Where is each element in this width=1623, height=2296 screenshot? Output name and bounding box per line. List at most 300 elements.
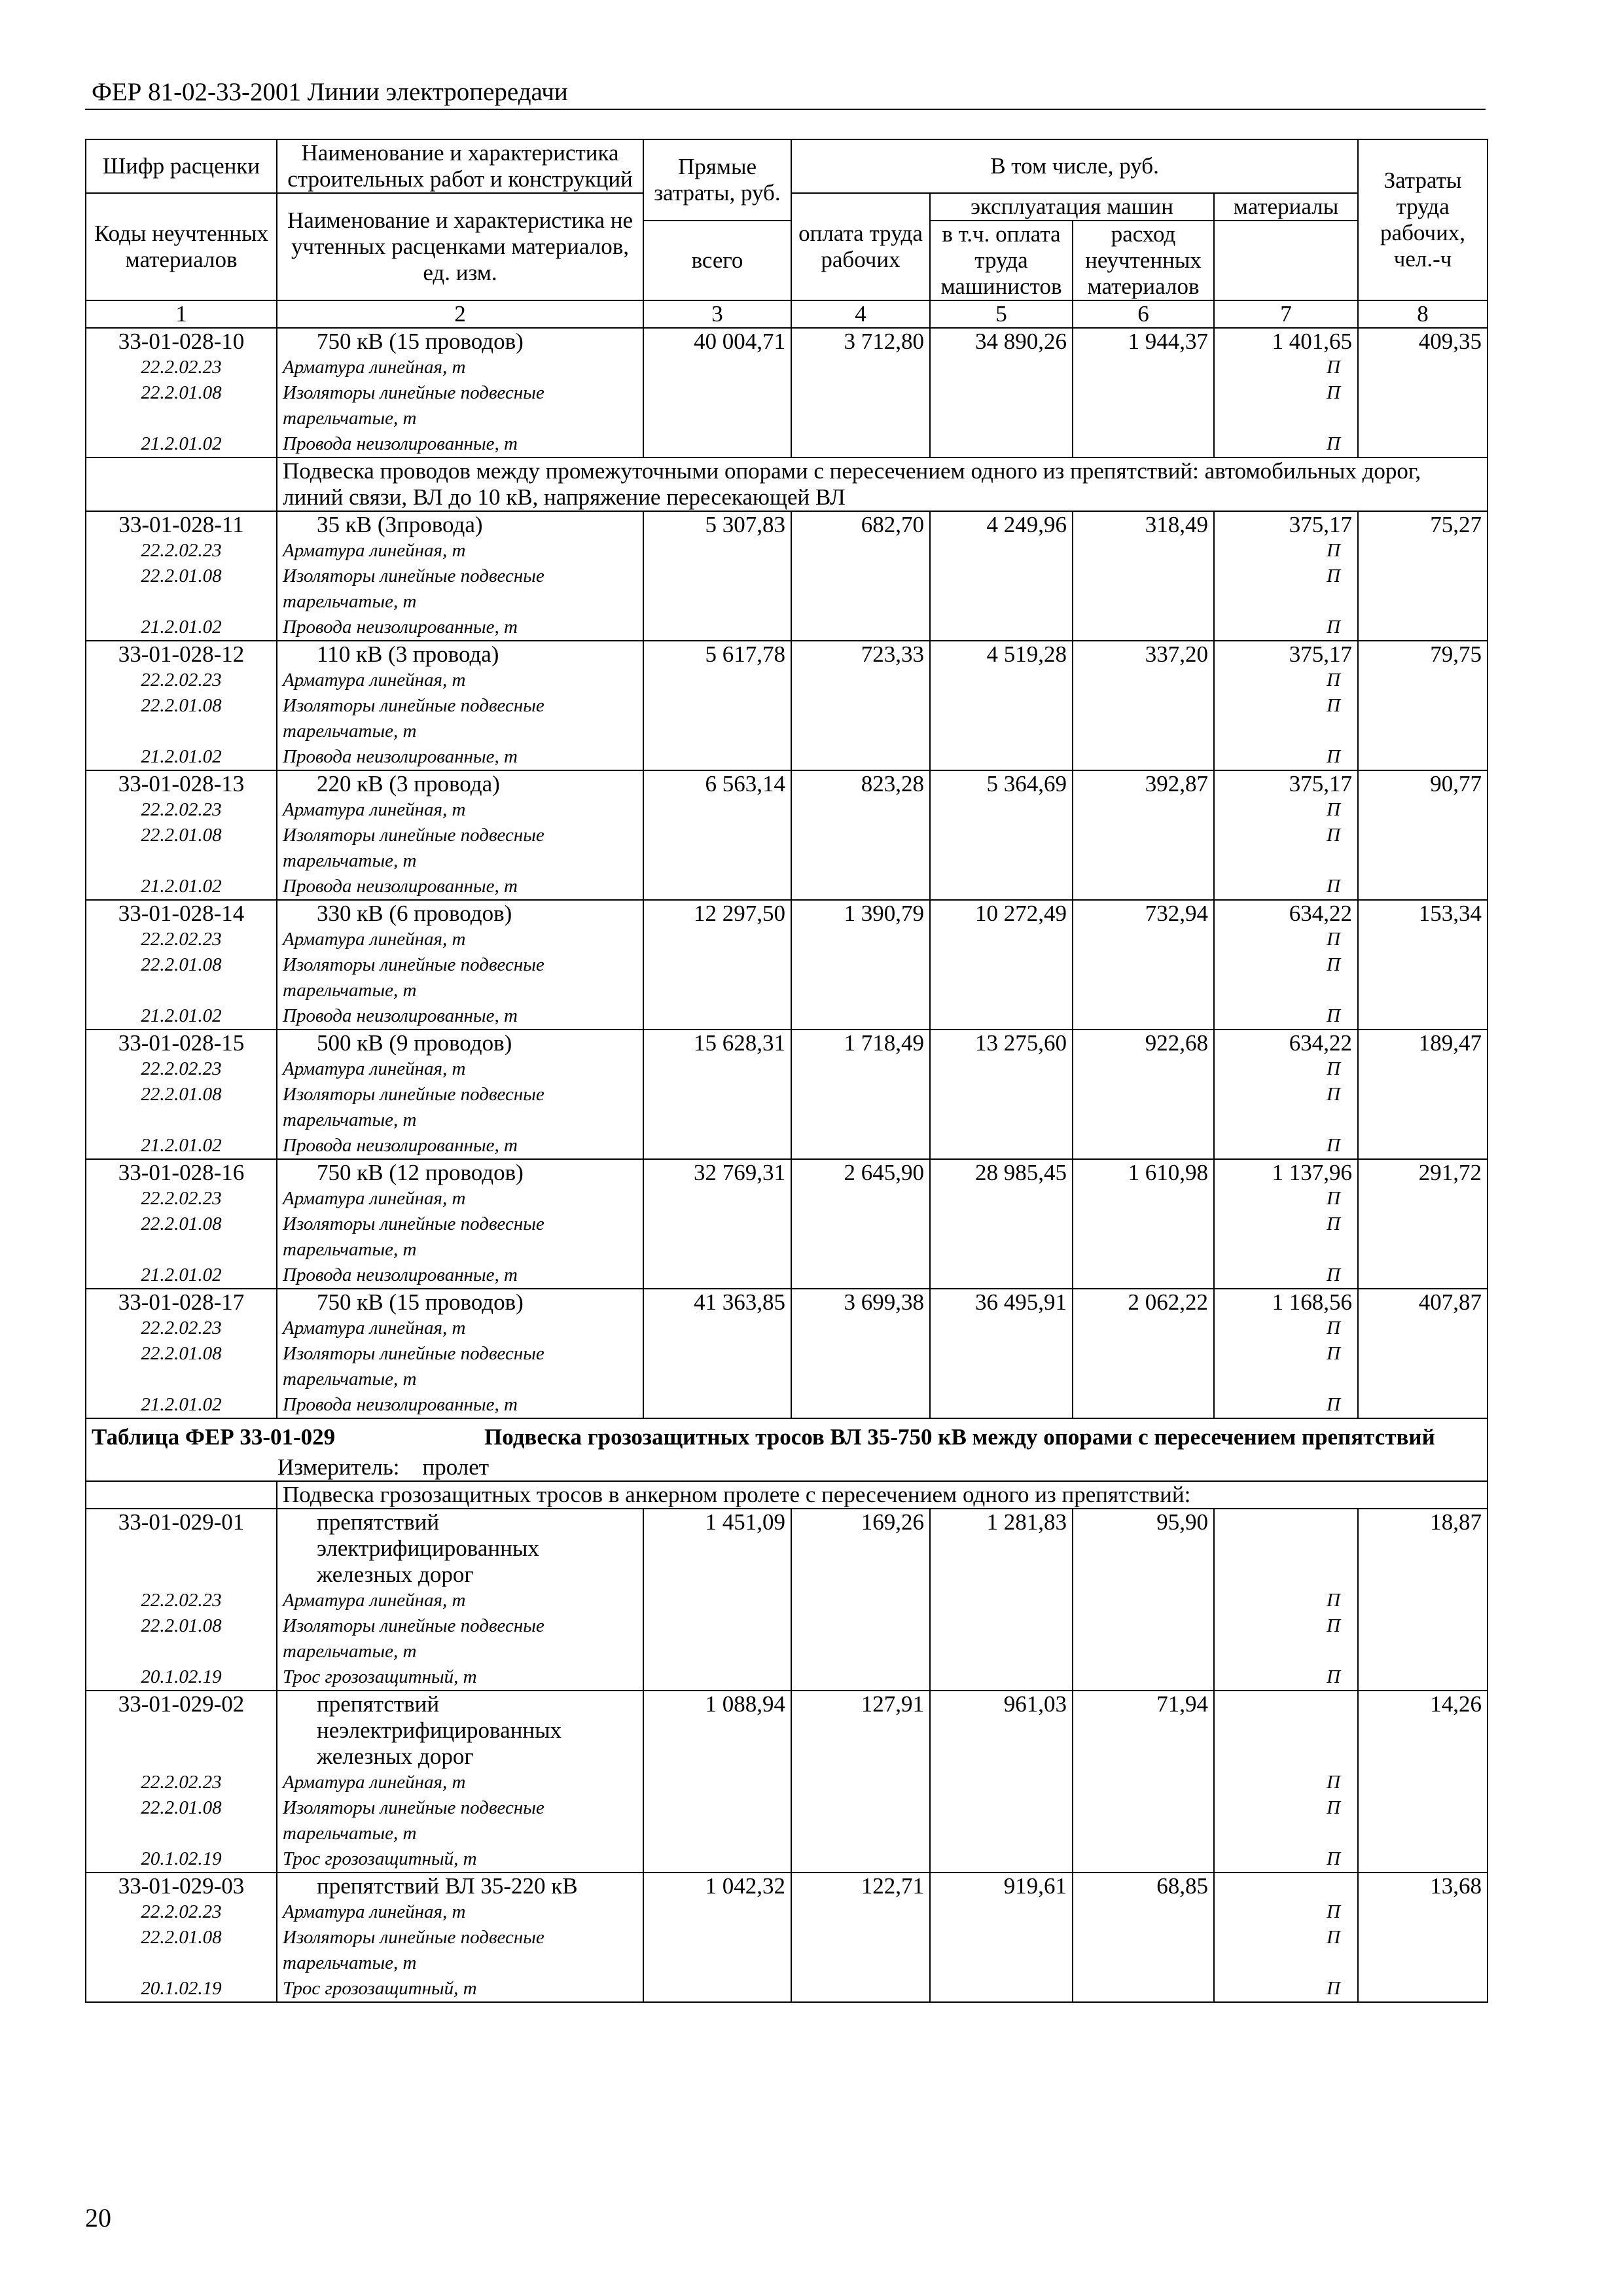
table-cell [791,1925,930,1950]
material-code: 22.2.02.23 [86,1588,277,1613]
table-cell [791,823,930,848]
table-cell [1358,1133,1488,1159]
material-mark: П [1214,1925,1358,1950]
table-cell [1073,1846,1214,1873]
table-cell [1358,1341,1488,1367]
table-cell [791,1263,930,1289]
table-cell [1214,1107,1358,1133]
material-name: Изоляторы линейные подвесные [277,1795,643,1821]
table-cell [1358,1562,1488,1588]
table-cell [930,1588,1073,1613]
table-cell [1214,1950,1358,1976]
material-row [86,927,1488,952]
rate-row-cont [86,1562,1488,1588]
table-cell [930,1367,1073,1392]
rate-row [86,1159,1488,1186]
table-cell [1073,1082,1214,1107]
table-cell [1073,823,1214,848]
table-cell [1358,355,1488,380]
table-cell [1073,744,1214,770]
value-cell: 28 985,45 [930,1159,1073,1186]
table-cell [1358,1588,1488,1613]
value-cell: 127,91 [791,1691,930,1717]
table-cell [930,1133,1073,1159]
table-cell [86,589,277,615]
material-code: 22.2.02.23 [86,1316,277,1341]
material-mark: П [1214,1056,1358,1082]
material-row [86,1107,1488,1133]
table-cell [643,1133,791,1159]
table-cell [86,1481,277,1509]
table-cell [643,1950,791,1976]
table-cell [643,1082,791,1107]
table-cell [643,1770,791,1795]
material-row [86,978,1488,1003]
material-name: Арматура линейная, т [277,355,643,380]
table-cell [930,1003,1073,1030]
table-cell [791,1056,930,1082]
material-mark: П [1214,1846,1358,1873]
table-cell [1073,1392,1214,1418]
value-cell: 153,34 [1358,900,1488,927]
material-name: тарельчатые, т [277,1367,643,1392]
table-cell [643,978,791,1003]
table-cell [643,1899,791,1925]
value-cell: 68,85 [1073,1873,1214,1899]
rate-code: 33-01-028-16 [86,1159,277,1186]
material-mark: П [1214,668,1358,693]
table-cell [643,1976,791,2002]
table-cell [1358,1186,1488,1211]
material-name: Арматура линейная, т [277,927,643,952]
material-row [86,1795,1488,1821]
material-code: 22.2.01.08 [86,952,277,978]
table-cell [930,1107,1073,1133]
table-cell [791,380,930,406]
table-cell [1214,1873,1358,1899]
table-cell [643,564,791,589]
table-cell [930,589,1073,615]
material-row [86,874,1488,900]
table-cell [1073,978,1214,1003]
table-cell [1073,1562,1214,1588]
table-cell [643,1107,791,1133]
table-title: Подвеска грозозащитных тросов ВЛ 35-750 кВ между опорами с пересечением препятствий [484,1424,1435,1450]
rate-row [86,1509,1488,1535]
table-cell [643,615,791,641]
material-row [86,1367,1488,1392]
table-cell [1214,1821,1358,1846]
table-cell [1358,1770,1488,1795]
header-rule [85,109,1486,110]
table-cell [1358,615,1488,641]
material-row [86,538,1488,564]
table-cell [1358,952,1488,978]
table-cell [1358,1316,1488,1341]
table-cell [1073,1899,1214,1925]
value-cell: 407,87 [1358,1289,1488,1316]
material-code: 22.2.02.23 [86,797,277,823]
table-cell [1358,797,1488,823]
table-cell [791,668,930,693]
section-row [86,1481,1488,1509]
material-row [86,1056,1488,1082]
table-cell [1073,719,1214,744]
table-cell [1073,1821,1214,1846]
material-mark: П [1214,693,1358,719]
table-cell [643,719,791,744]
table-cell [791,1664,930,1691]
table-cell [643,589,791,615]
th-unaccounted-materials: расход неучтенных материалов [1073,221,1214,300]
table-cell: Подвеска грозозащитных тросов в анкерном пролете с пересечением одного из препятствий: [277,1481,1488,1509]
table-cell [1214,1535,1358,1562]
material-name: Арматура линейная, т [277,1588,643,1613]
table-cell [1214,1639,1358,1664]
rate-code: 33-01-028-13 [86,770,277,797]
th-material-codes: Коды неучтенных материалов [86,193,277,300]
table-cell [643,431,791,457]
table-cell [1358,1976,1488,2002]
table-cell [791,744,930,770]
material-mark: П [1214,355,1358,380]
value-cell: 1 610,98 [1073,1159,1214,1186]
material-name: Изоляторы линейные подвесные [277,1211,643,1237]
table-cell [1358,406,1488,431]
page-number: 20 [85,2203,111,2233]
table-cell [791,1976,930,2002]
material-code: 20.1.02.19 [86,1664,277,1691]
material-row [86,1588,1488,1613]
material-row [86,1899,1488,1925]
table-cell [930,797,1073,823]
table-cell [1358,1744,1488,1770]
material-row [86,797,1488,823]
value-cell: 71,94 [1073,1691,1214,1717]
table-cell [1358,693,1488,719]
table-cell [643,355,791,380]
table-cell [930,1056,1073,1082]
table-cell [930,978,1073,1003]
table-cell [1073,589,1214,615]
table-cell [930,1186,1073,1211]
table-cell [930,1392,1073,1418]
table-cell [1358,744,1488,770]
material-mark: П [1214,952,1358,978]
material-name: тарельчатые, т [277,1237,643,1263]
th-including: В том числе, руб. [791,139,1358,193]
rate-row [86,1289,1488,1316]
table-cell [643,1664,791,1691]
col-num-8: 8 [1358,300,1488,328]
table-cell [643,1341,791,1367]
rates-table [85,139,1488,2003]
material-row [86,1925,1488,1950]
material-row [86,406,1488,431]
value-cell: 79,75 [1358,641,1488,668]
table-cell [791,355,930,380]
material-name: Изоляторы линейные подвесные [277,564,643,589]
material-code: 22.2.02.23 [86,1056,277,1082]
table-cell [1073,538,1214,564]
table-cell [1358,1263,1488,1289]
value-cell: 5 307,83 [643,511,791,538]
material-code: 22.2.02.23 [86,355,277,380]
material-code: 22.2.02.23 [86,538,277,564]
rate-row-cont [86,1744,1488,1770]
table-cell [643,1795,791,1821]
table-cell [1073,1950,1214,1976]
table-cell [930,1744,1073,1770]
table-cell [643,1562,791,1588]
value-cell: 1 451,09 [643,1509,791,1535]
material-row [86,1392,1488,1418]
value-cell: 5 617,78 [643,641,791,668]
rate-row [86,1030,1488,1056]
table-cell [643,1186,791,1211]
table-cell [1358,1211,1488,1237]
table-cell [1073,380,1214,406]
material-row [86,1846,1488,1873]
material-row [86,1613,1488,1639]
value-cell: 6 563,14 [643,770,791,797]
table-cell [791,874,930,900]
material-row [86,1003,1488,1030]
table-cell [1358,1950,1488,1976]
work-name: 110 кВ (3 провода) [277,641,643,668]
material-code: 22.2.01.08 [86,1211,277,1237]
material-name: тарельчатые, т [277,1821,643,1846]
table-cell [930,1316,1073,1341]
table-cell [1358,1237,1488,1263]
material-name: Арматура линейная, т [277,1316,643,1341]
table-cell [1073,1107,1214,1133]
material-code: 21.2.01.02 [86,744,277,770]
table-cell [791,1133,930,1159]
material-mark: П [1214,1263,1358,1289]
table-cell [643,538,791,564]
table-cell [930,1237,1073,1263]
table-cell [1358,1899,1488,1925]
table-cell [1214,1691,1358,1717]
material-name: Провода неизолированные, т [277,615,643,641]
th-materials: материалы [1214,193,1358,221]
value-cell: 1 042,32 [643,1873,791,1899]
table-cell [1073,693,1214,719]
table-cell [930,1082,1073,1107]
material-name: тарельчатые, т [277,1950,643,1976]
table-cell [791,1950,930,1976]
value-cell: 13,68 [1358,1873,1488,1899]
table-cell [1214,1744,1358,1770]
table-cell [86,848,277,874]
table-cell [1358,1639,1488,1664]
material-mark: П [1214,823,1358,848]
table-cell [86,1454,1488,1481]
material-name: Трос грозозащитный, т [277,1664,643,1691]
material-mark: П [1214,1003,1358,1030]
material-code: 21.2.01.02 [86,1003,277,1030]
material-code: 22.2.01.08 [86,693,277,719]
table-cell [930,1263,1073,1289]
material-mark: П [1214,431,1358,457]
table-cell [791,927,930,952]
value-cell: 18,87 [1358,1509,1488,1535]
table-cell [930,1899,1073,1925]
table-cell [643,848,791,874]
table-cell [791,797,930,823]
material-name: Провода неизолированные, т [277,431,643,457]
rate-code: 33-01-028-17 [86,1289,277,1316]
table-cell [1214,1717,1358,1744]
rate-row [86,770,1488,797]
table-cell [1073,1588,1214,1613]
material-name: Арматура линейная, т [277,668,643,693]
table-cell [930,927,1073,952]
table-cell [930,719,1073,744]
table-cell [1073,1341,1214,1367]
value-cell: 90,77 [1358,770,1488,797]
table-cell [1358,848,1488,874]
work-name: 220 кВ (3 провода) [277,770,643,797]
table-cell [1214,406,1358,431]
value-cell: 732,94 [1073,900,1214,927]
table-cell [1073,668,1214,693]
table-cell [791,978,930,1003]
value-cell: 189,47 [1358,1030,1488,1056]
value-cell: 723,33 [791,641,930,668]
table-cell [643,797,791,823]
material-name: Изоляторы линейные подвесные [277,1082,643,1107]
table-cell [1073,1263,1214,1289]
work-name: электрифицированных [277,1535,643,1562]
table-cell [643,1744,791,1770]
material-mark: П [1214,1186,1358,1211]
table-cell [930,1639,1073,1664]
table-cell [1073,1367,1214,1392]
material-code: 22.2.01.08 [86,380,277,406]
material-mark: П [1214,1341,1358,1367]
work-name: препятствий [277,1691,643,1717]
rate-row [86,900,1488,927]
value-cell: 34 890,26 [930,328,1073,355]
table-cell [86,1821,277,1846]
table-cell [1073,848,1214,874]
table-cell [643,1392,791,1418]
value-cell: 75,27 [1358,511,1488,538]
th-labor-pay: оплата труда рабочих [791,193,930,300]
material-name: тарельчатые, т [277,848,643,874]
rate-code: 33-01-028-10 [86,328,277,355]
value-cell: 3 712,80 [791,328,930,355]
col-num-4: 4 [791,300,930,328]
table-cell [930,615,1073,641]
table-cell [791,538,930,564]
material-mark: П [1214,1613,1358,1639]
table-cell [1073,1316,1214,1341]
table-cell [1073,874,1214,900]
material-mark: П [1214,1082,1358,1107]
rate-row [86,328,1488,355]
material-row [86,1082,1488,1107]
table-cell [791,1392,930,1418]
material-name: Трос грозозащитный, т [277,1846,643,1873]
value-cell: 919,61 [930,1873,1073,1899]
value-cell: 14,26 [1358,1691,1488,1717]
table-cell [643,1367,791,1392]
table-cell [1073,1925,1214,1950]
table-cell [791,564,930,589]
table-cell [1358,719,1488,744]
table-cell [1073,1770,1214,1795]
material-name: Изоляторы линейные подвесные [277,380,643,406]
material-name: Изоляторы линейные подвесные [277,693,643,719]
value-cell: 15 628,31 [643,1030,791,1056]
material-row [86,1263,1488,1289]
table-cell [1073,1717,1214,1744]
th-work-name: Наименование и характеристика строительных работ и конструкций [277,139,643,193]
table-cell [1214,1367,1358,1392]
material-name: тарельчатые, т [277,1107,643,1133]
table-cell [791,1588,930,1613]
material-code: 22.2.01.08 [86,1613,277,1639]
table-cell [1358,1082,1488,1107]
table-cell [791,848,930,874]
material-mark: П [1214,1588,1358,1613]
table-cell [1073,1976,1214,2002]
table-cell [930,1664,1073,1691]
work-name: 500 кВ (9 проводов) [277,1030,643,1056]
material-name: тарельчатые, т [277,978,643,1003]
value-cell: 95,90 [1073,1509,1214,1535]
table-cell [791,1535,930,1562]
material-name: Изоляторы линейные подвесные [277,1341,643,1367]
material-name: Провода неизолированные, т [277,1263,643,1289]
table-cell [791,1846,930,1873]
table-cell [791,615,930,641]
table-cell [1214,719,1358,744]
material-row [86,668,1488,693]
value-cell: 392,87 [1073,770,1214,797]
value-cell: 10 272,49 [930,900,1073,927]
material-row [86,1341,1488,1367]
table-cell [1358,431,1488,457]
table-cell [930,1717,1073,1744]
table-cell [791,952,930,978]
running-header: ФЕР 81-02-33-2001 Линии электропередачи [92,78,568,106]
table-cell [930,564,1073,589]
table-cell [930,1795,1073,1821]
table-cell [1214,848,1358,874]
table-cell [643,1925,791,1950]
material-row [86,1316,1488,1341]
th-machines: эксплуатация машин [930,193,1214,221]
col-num-6: 6 [1073,300,1214,328]
th-direct-costs: Прямые затраты, руб. [643,139,791,221]
measure-value: пролет [422,1454,490,1480]
table-cell [791,1613,930,1639]
material-row [86,431,1488,457]
th-machinist-pay: в т.ч. оплата труда машинистов [930,221,1073,300]
table-cell [643,1263,791,1289]
material-mark: П [1214,1664,1358,1691]
value-cell: 1 137,96 [1214,1159,1358,1186]
material-mark: П [1214,1392,1358,1418]
material-name: Арматура линейная, т [277,1770,643,1795]
value-cell: 961,03 [930,1691,1073,1717]
table-cell [1358,1717,1488,1744]
table-cell [930,693,1073,719]
